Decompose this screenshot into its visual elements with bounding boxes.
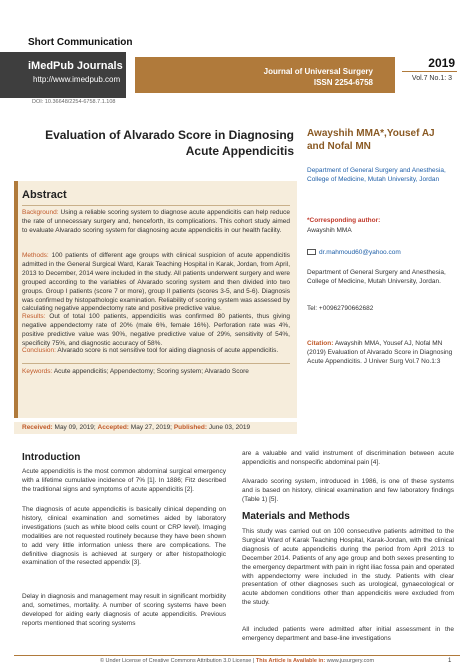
introduction-heading: Introduction (22, 452, 81, 463)
abstract-background (22, 209, 290, 236)
background-text: Using a reliable scoring system to diagnose acute appendicitis can help reduce the rate of unnecessary surgery and, henceforth, its complications. This cohort study aimed to evaluate Alvarado scoring system for diagnosing acute appendicitis in our health facility. (22, 209, 290, 234)
abstract-heading: Abstract (22, 189, 67, 201)
methods-heading: Materials and Methods (242, 511, 350, 522)
footer-divider (14, 655, 460, 656)
citation (307, 339, 462, 366)
abstract-methods (22, 252, 290, 314)
corresponding-label: *Corresponding author: (307, 217, 381, 224)
keywords-label: Keywords: (22, 368, 53, 375)
methods-label: Methods: (22, 252, 49, 259)
corresponding-name: Awayshih MMA (307, 227, 352, 234)
title-line-1: Evaluation of Alvarado Score in Diagnosing (45, 128, 294, 142)
intro-paragraph-2: The diagnosis of acute appendicitis is basically clinical depending on history, clinical examination and sometimes aided by laboratory investigations (such as white blood cells count or CRP level). Imaging modalities are not requested routinely because they have been shown to add very little information unless there are complications. The definitive diagnosis is achieved at surgery or after histopathologic examination of the resected appendix [3]. (22, 506, 226, 567)
article-dates (22, 424, 250, 431)
citation-text: Awayshih MMA, Yousef AJ, Nofal MN (2019) Evaluation of Alvarado Score in Diagnosing Acute Appendicitis. J Univer Surg Vol.7 No.1:3 (307, 340, 453, 365)
affiliation: Department of General Surgery and Anesthesia, College of Medicine, Mutah University, Jordan (307, 167, 446, 183)
authors-line-1: Awayshih MMA*,Yousef AJ (307, 128, 435, 139)
background-label: Background: (22, 209, 59, 216)
methods-text: 100 patients of different age groups with clinical suspicion of acute appendicitis admitted in the General Surgical Ward, Karak Teaching Hospital in Karak, Jordan, from April, 2013 to December, 2014 were included in the study. All patients underwent surgery and were grouped according to the variables of Alvarado scoring system and then divided into two groups. Group I patients (score 7 or more), group II patients (scores 3-5, and 5-6). Diagnosis was confirmed by histopathologic examination. Reliability of scoring system was assessed by calculating negative appendectomy rate and positive predictive value. (22, 252, 290, 313)
article-type-bar (0, 34, 474, 52)
citation-label: Citation: (307, 340, 334, 347)
abstract-keywords (22, 368, 290, 377)
conclusion-label: Conclusion: (22, 347, 56, 354)
journal-issn: ISSN 2254-6758 (313, 78, 373, 87)
intro-paragraph-3: Delay in diagnosis and management may result in significant morbidity and, sometimes, mortality. A number of scoring systems have been developed for aiding early diagnosis of acute appendicitis. Previous reports mentioned that scoring systems (22, 593, 226, 627)
year-divider (402, 71, 457, 72)
results-text: Out of total 100 patients, appendicitis was confirmed 80 patients, thus giving negative appendectomy rate of 20% (male 6%, female 16%). Perforation rate was 4%, positive predictive value was 90%, negative predictive value of 29%, sensitivity of 54%, specificity 75%, and diagnostic accuracy of 58%. (22, 313, 291, 347)
abstract-conclusion (22, 347, 290, 356)
license-text: © Under License of Creative Commons Attribution 3.0 License | (99, 658, 255, 664)
authors-line-2: and Nofal MN (307, 141, 371, 152)
journal-title: Journal of Universal Surgery (263, 67, 373, 76)
methods-paragraph-1: This study was carried out on 100 consecutive patients admitted to the Surgical Ward of Karak Teaching Hospital, Karak-Jordan, with the clinical diagnosis of acute appendicitis during the period from April 2013 to December 2014. Patients of any age group and both sexes presenting to the emergency department with pain in right iliac fossa pain and operated with appendectomy were included in the study. Patients with clear presentation of other diagnoses such as urological, gynaecological or acute abdomen conditions other than appendicitis were excluded from the study. (242, 528, 454, 607)
right-paragraph-2: Alvarado scoring system, introduced in 1986, is one of these systems and is based on history, clinical examination and few laboratory findings (Table 1) [5]. (242, 478, 454, 503)
corresponding-address: Department of General Surgery and Anesthesia, College of Medicine, Mutah University, Jordan. (307, 269, 446, 285)
published-label: Published: (173, 424, 208, 431)
conclusion-text: Alvarado score is not sensitive tool for aiding diagnosis of acute appendicitis. (57, 347, 279, 354)
accepted-label: Accepted: (97, 424, 129, 431)
intro-paragraph-1: Acute appendicitis is the most common abdominal surgical emergency with a lifetime cumulative incidence of 7% [1]. In 1886; Fitz described the traditional signs and symptoms of acute appendicitis [2]. (22, 468, 226, 493)
doi-link[interactable]: DOI: 10.36648/2254-6758.7.1.108 (32, 99, 116, 105)
telephone: Tel: +00962790662682 (307, 305, 374, 312)
keywords-divider (22, 363, 290, 364)
title-line-2: Acute Appendicitis (185, 144, 294, 158)
abstract-results (22, 313, 290, 349)
publisher-name: iMedPub Journals (28, 60, 123, 72)
footer (0, 658, 474, 664)
envelope-icon (307, 249, 316, 255)
publisher-url[interactable]: http://www.imedpub.com (33, 75, 121, 84)
article-title (20, 127, 294, 159)
right-paragraph-1: are a valuable and valid instrument of discrimination between acute appendicitis and nonspecific abdominal pain [4]. (242, 450, 454, 466)
article-type-label: Short Communication (28, 37, 133, 48)
accepted-date: May 27, 2019; (130, 424, 172, 431)
results-label: Results: (22, 313, 46, 320)
received-label: Received: (22, 424, 53, 431)
methods-paragraph-2: All included patients were admitted after initial assessment in the emergency department and base-line investigations (242, 626, 454, 642)
publication-year: 2019 (428, 56, 455, 70)
journal-website[interactable]: www.jusurgery.com (326, 658, 375, 664)
email-address[interactable]: dr.mahmoud60@yahoo.com (319, 249, 401, 256)
volume-issue: Vol.7 No.1: 3 (411, 75, 452, 82)
author-list (307, 127, 467, 153)
available-label: This Article is Available in: (255, 658, 326, 664)
email-row (307, 248, 462, 257)
received-date: May 09, 2019; (54, 424, 96, 431)
keywords-text: Acute appendicitis; Appendectomy; Scoring system; Alvarado Score (53, 368, 249, 375)
abstract-divider (22, 205, 290, 206)
published-date: June 03, 2019 (208, 424, 251, 431)
page-number: 1 (448, 658, 452, 664)
